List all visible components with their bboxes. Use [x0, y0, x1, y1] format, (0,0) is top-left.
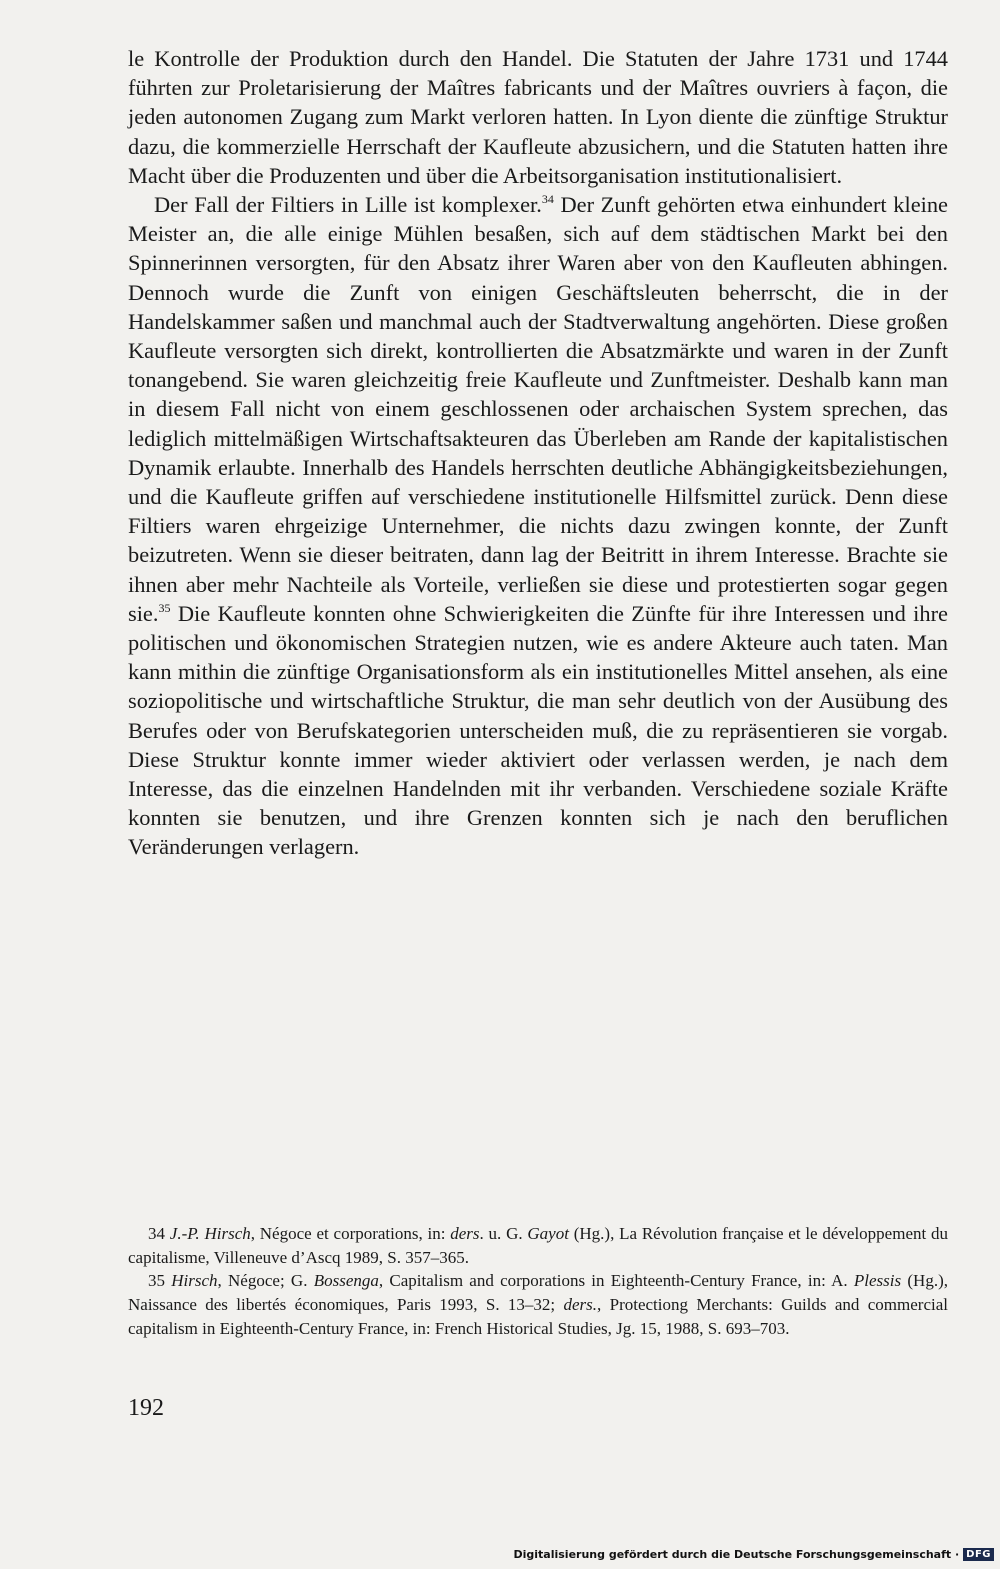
- footnote-35-plessis: Plessis: [853, 1271, 902, 1291]
- footnote-ref-35[interactable]: 35: [158, 600, 171, 615]
- footnote-35: [128, 1269, 948, 1340]
- credit-text: Digitalisierung gefördert durch die Deutsche Forschungsgemeinschaft ·: [513, 1548, 960, 1561]
- footnote-35-bossenga: Bossenga: [313, 1271, 379, 1291]
- footnote-34-text-1: , Négoce et corporations, in:: [250, 1224, 451, 1243]
- footnote-34-text-2: . u. G.: [479, 1224, 528, 1243]
- footnote-34-text-3: (Hg.), La Révolution française et le développement du capitalisme, Villeneuve d’Ascq 1989, S. 357–365.: [128, 1224, 948, 1267]
- paragraph-2-part-a: Der Fall der Filtiers in Lille ist komplexer.: [154, 192, 542, 218]
- footnote-35-hirsch: Hirsch: [171, 1271, 218, 1291]
- digitization-credit: [513, 1548, 994, 1561]
- page-number: 192: [128, 1395, 164, 1421]
- footnote-ref-34[interactable]: 34: [541, 192, 554, 207]
- paragraph-2: [128, 190, 948, 862]
- footnote-35-text-4: , Protectiong Merchants: Guilds and commercial capitalism in Eighteenth-Century France, in: French Historical Studies, Jg. 15, 1988, S. 693–703.: [128, 1295, 948, 1338]
- dfg-logo: DFG: [963, 1548, 994, 1561]
- footnote-35-ders: ders.: [563, 1295, 598, 1315]
- main-text: [128, 44, 948, 862]
- footnote-34-ders: ders: [450, 1224, 480, 1243]
- footnote-34: [128, 1222, 948, 1269]
- footnote-35-number: 35: [148, 1271, 165, 1291]
- footnote-35-text-2: , Capitalism and corporations in Eighteenth-Century France, in: A.: [378, 1271, 854, 1291]
- footnote-34-number: 34: [148, 1224, 165, 1243]
- footnote-34-author: J.-P. Hirsch: [169, 1224, 251, 1243]
- footnote-35-text-1: , Négoce; G.: [217, 1271, 314, 1291]
- paragraph-2-part-c: Die Kaufleute konnten ohne Schwierigkeiten die Zünfte für ihre Interessen und ihre politischen und ökonomischen Strategien nutzen, wie es andere Akteure auch taten. Man kann mithin die zünftige Organisationsform als ein institutionelles Mittel ansehen, als eine soziopolitische und wirtschaftliche Struktur, die man sehr deutlich von der Ausübung des Berufes oder von Berufskategorien unterscheiden muß, die zu repräsentieren sie vorgab. Diese Struktur konnte immer wieder aktiviert oder verlassen werden, je nach dem Interesse, das die einzelnen Handelnden mit ihr verbanden. Verschiedene soziale Kräfte konnten sie benutzen, und ihre Grenzen konnten sich je nach den beruflichen Veränderungen verlagern.: [128, 600, 948, 860]
- footnotes: [128, 1222, 948, 1341]
- footnote-34-gayot: Gayot: [527, 1224, 569, 1243]
- paragraph-1: le Kontrolle der Produktion durch den Handel. Die Statuten der Jahre 1731 und 1744 führten zur Proletarisierung der Maîtres fabricants und der Maîtres ouvriers à façon, die jeden autonomen Zugang zum Markt verloren hatten. In Lyon diente die zünftige Struktur dazu, die kommerzielle Herrschaft der Kaufleute abzusichern, und die Statuten hatten ihre Macht über die Produzenten und über die Arbeitsorganisation institutionalisiert.: [128, 46, 948, 188]
- paragraph-2-part-b: Der Zunft gehörten etwa einhundert kleine Meister an, die alle einige Mühlen besaßen, sich auf dem städtischen Markt bei den Spinnerinnen versorgten, für den Absatz ihrer Waren aber von den Kaufleuten abhingen. Dennoch wurde die Zunft von einigen Geschäftsleuten beherrscht, die in der Handelskammer saßen und manchmal auch der Stadtverwaltung angehörten. Diese großen Kaufleute versorgten sich direkt, kontrollierten die Absatzmärkte und waren in der Zunft tonangebend. Sie waren gleichzeitig freie Kaufleute und Zunftmeister. Deshalb kann man in diesem Fall nicht von einem geschlossenen oder archaischen System sprechen, das lediglich mittelmäßigen Wirtschaftsakteuren das Überleben am Rande der kapitalistischen Dynamik erlaubte. Innerhalb des Handels herrschten deutliche Abhängigkeitsbeziehungen, und die Kaufleute griffen auf verschiedene institutionelle Hilfsmittel zurück. Denn diese Filtiers waren ehrgeizige Unternehmer, die nichts dazu zwingen konnte, der Zunft beizutreten. Wenn sie dieser beitraten, dann lag der Beitritt in ihrem Interesse. Brachte sie ihnen aber mehr Nachteile als Vorteile, verließen sie diese und protestierten sogar gegen sie.: [128, 192, 948, 626]
- footnote-35-text-3: (Hg.), Naissance des libertés économiques, Paris 1993, S. 13–32;: [128, 1271, 948, 1315]
